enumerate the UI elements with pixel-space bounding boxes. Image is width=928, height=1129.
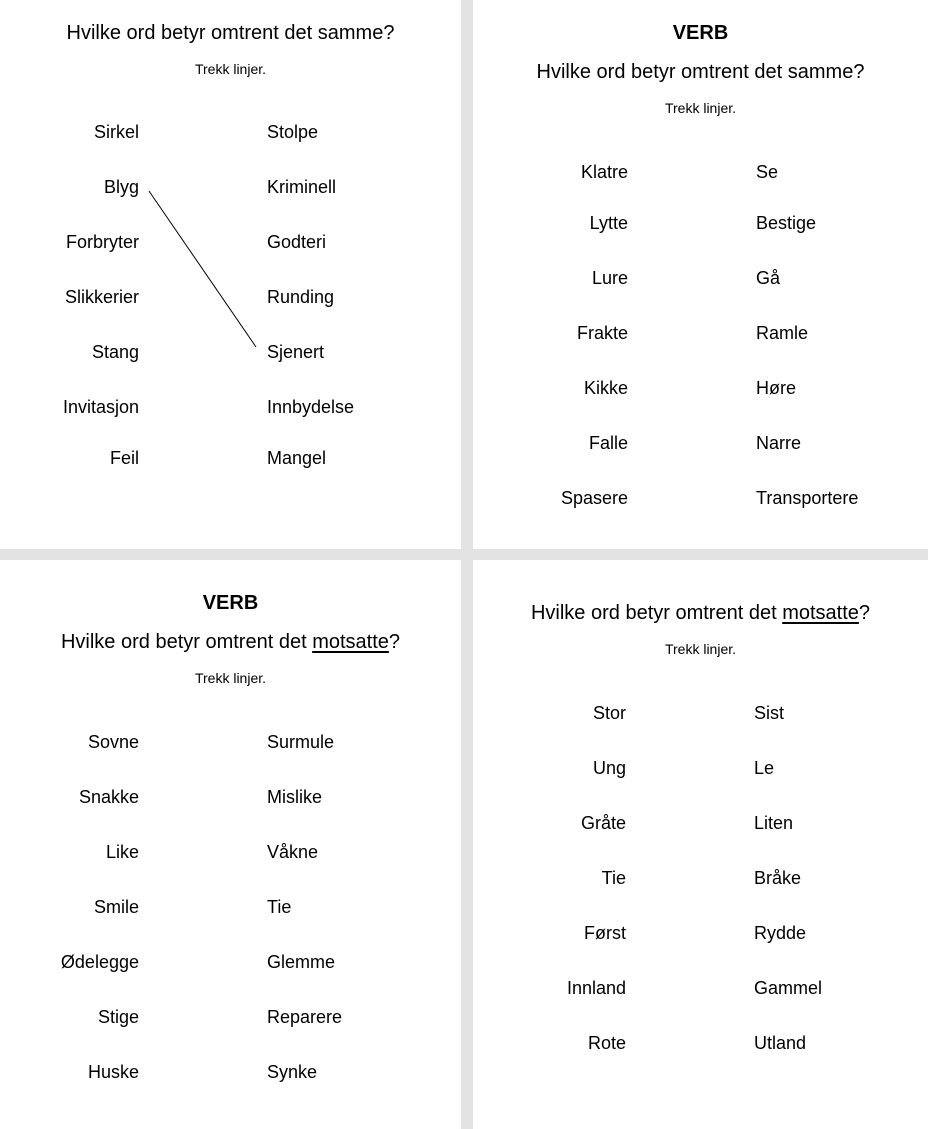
worksheet-title: Hvilke ord betyr omtrent det motsatte? — [60, 631, 401, 653]
right-word: Le — [754, 758, 775, 778]
right-word: Bråke — [754, 868, 802, 888]
right-word: Liten — [754, 813, 794, 833]
left-word: Stang — [91, 342, 139, 362]
left-word: Kikke — [583, 378, 628, 398]
worksheet-instruction: Trekk linjer. — [194, 670, 267, 686]
worksheet-1 — [0, 0, 461, 549]
right-word: Tie — [267, 897, 292, 917]
left-word: Forbryter — [65, 232, 139, 252]
left-word: Rote — [587, 1033, 626, 1053]
left-word: Feil — [109, 448, 139, 468]
right-word: Innbydelse — [267, 397, 355, 417]
left-word: Frakte — [576, 323, 628, 343]
right-word: Mislike — [267, 787, 323, 807]
left-word: Lytte — [589, 213, 628, 233]
worksheet-3 — [0, 560, 461, 1129]
right-word: Kriminell — [267, 177, 337, 197]
left-word: Klatre — [580, 162, 628, 182]
right-word: Sjenert — [267, 342, 325, 362]
left-word: Ung — [592, 758, 626, 778]
worksheet-title: Hvilke ord betyr omtrent det samme? — [536, 61, 865, 83]
left-word: Falle — [588, 433, 628, 453]
left-word: Ødelegge — [60, 952, 139, 972]
right-word: Rydde — [754, 923, 807, 943]
right-word: Våkne — [267, 842, 319, 862]
worksheet-heading: VERB — [672, 22, 729, 44]
left-word: Spasere — [560, 488, 628, 508]
left-word: Først — [584, 923, 626, 943]
left-word: Snakke — [78, 787, 139, 807]
right-word: Utland — [754, 1033, 807, 1053]
worksheet-title: Hvilke ord betyr omtrent det motsatte? — [530, 602, 871, 624]
right-word: Godteri — [267, 232, 327, 252]
left-word: Blyg — [103, 177, 139, 197]
left-word: Stor — [592, 703, 626, 723]
underlined-word: motsatte — [312, 631, 389, 653]
left-word: Sovne — [87, 732, 139, 752]
right-word: Gå — [756, 268, 781, 288]
right-word: Stolpe — [267, 122, 319, 142]
right-word: Høre — [756, 378, 796, 398]
right-word: Mangel — [267, 448, 327, 468]
right-word: Sist — [754, 703, 785, 723]
worksheet-instruction: Trekk linjer. — [664, 641, 737, 657]
right-word: Surmule — [267, 732, 335, 752]
right-word: Se — [756, 162, 779, 182]
left-word: Smile — [93, 897, 139, 917]
worksheet-instruction: Trekk linjer. — [194, 61, 267, 77]
left-word: Tie — [601, 868, 626, 888]
left-word: Stige — [97, 1007, 139, 1027]
right-word: Bestige — [756, 213, 817, 233]
worksheet-2 — [473, 0, 928, 549]
right-word: Narre — [756, 433, 802, 453]
right-word: Transportere — [756, 488, 859, 508]
left-word: Slikkerier — [64, 287, 139, 307]
right-word: Ramle — [756, 323, 809, 343]
worksheet-title: Hvilke ord betyr omtrent det samme? — [66, 22, 395, 44]
left-word: Like — [105, 842, 139, 862]
left-word: Huske — [87, 1062, 139, 1082]
right-word: Synke — [267, 1062, 318, 1082]
left-word: Invitasjon — [62, 397, 139, 417]
worksheet-heading: VERB — [202, 592, 259, 614]
underlined-word: motsatte — [782, 602, 859, 624]
left-word: Sirkel — [93, 122, 139, 142]
left-word: Lure — [591, 268, 628, 288]
right-word: Runding — [267, 287, 335, 307]
right-word: Gammel — [754, 978, 823, 998]
right-word: Reparere — [267, 1007, 343, 1027]
worksheet-4 — [473, 560, 928, 1129]
left-word: Gråte — [580, 813, 626, 833]
worksheet-instruction: Trekk linjer. — [664, 100, 737, 116]
left-word: Innland — [566, 978, 626, 998]
right-word: Glemme — [267, 952, 336, 972]
